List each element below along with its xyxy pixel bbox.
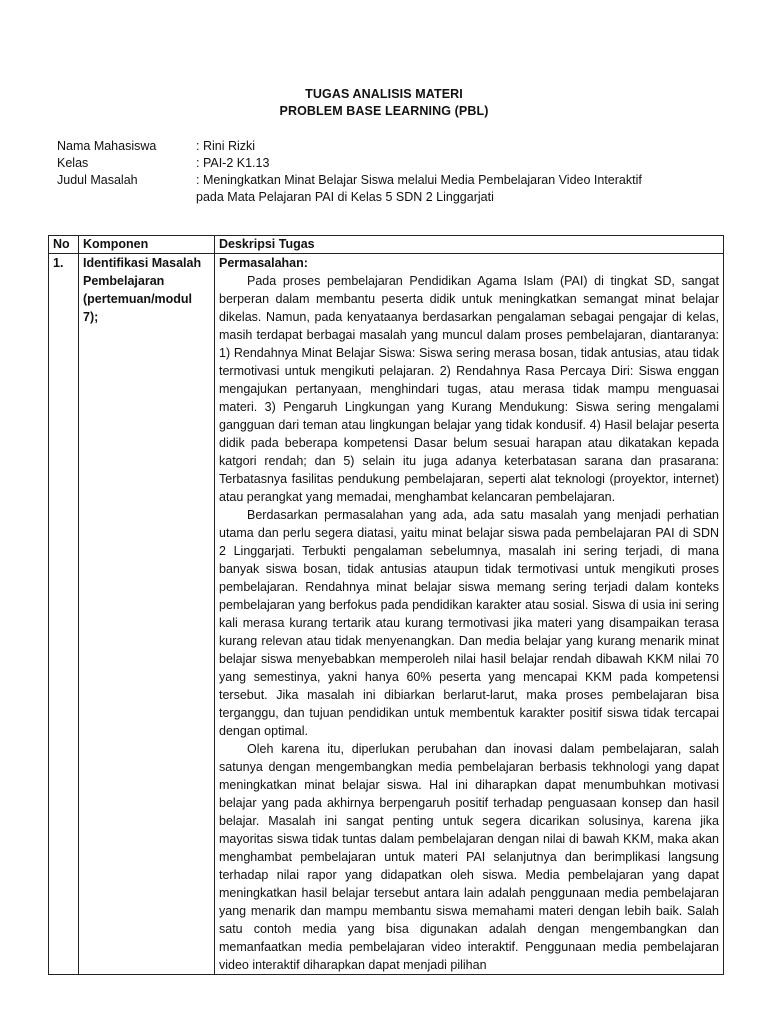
row-number: 1. <box>49 254 79 975</box>
info-value: pada Mata Pelajaran PAI di Kelas 5 SDN 2 Linggarjati <box>196 190 494 204</box>
info-value: : Rini Rizki <box>196 139 256 153</box>
document-subtitle: PROBLEM BASE LEARNING (PBL) <box>279 104 489 118</box>
info-label <box>57 189 196 206</box>
info-row-class <box>57 155 717 172</box>
student-info <box>57 138 717 206</box>
description-paragraph: Berdasarkan permasalahan yang ada, ada satu masalah yang menjadi perhatian utama dan perlu segera diatasi, yaitu minat belajar siswa pada pembelajaran PAI di SDN 2 Linggarjati. Terbukti pengalaman sebelumnya, masalah ini sering terjadi, di mana banyak siswa bosan, tidak antusias ataupun tidak termotivasi untuk mengikuti proses pembelajaran. Rendahnya minat belajar siswa memang sering terjadi dalam konteks pembelajaran yang berfokus pada pendidikan karakter atau sosial. Siswa di usia ini sering kali merasa kurang tertarik atau kurang termotivasi jika materi yang disampaikan terasa kurang relevan atau tidak menyenangkan. Dan media belajar yang kurang menarik minat belajar siswa menyebabkan memperoleh nilai hasil belajar rendah dibawah KKM nilai 70 yang semestinya, yakni hanya 60% peserta yang mencapai KKM pada kompetensi tersebut. Jika masalah ini dibiarkan berlarut-larut, maka proses pembelajaran bisa terganggu, dan tujuan pendidikan untuk membentuk karakter positif siswa tidak tercapai dengan optimal. <box>219 508 719 738</box>
info-value: : Meningkatkan Minat Belajar Siswa melalui Media Pembelajaran Video Interaktif <box>196 173 642 187</box>
table-header-row <box>49 236 724 254</box>
header-no: No <box>49 236 79 254</box>
component-cell: Identifikasi Masalah Pembelajaran (pertemuan/modul 7); <box>79 254 215 975</box>
info-row-title-continued <box>57 189 717 206</box>
task-table <box>48 235 724 975</box>
info-label: Kelas <box>57 156 89 170</box>
info-row-title <box>57 172 717 189</box>
document-title-block <box>0 86 768 120</box>
table-row <box>49 254 724 975</box>
document-title: TUGAS ANALISIS MATERI <box>305 87 463 101</box>
header-description: Deskripsi Tugas <box>215 236 724 254</box>
description-paragraph: Oleh karena itu, diperlukan perubahan dan inovasi dalam pembelajaran, salah satunya dengan mengembangkan media pembelajaran berbasis tekhnologi yang dapat meningkatkan minat belajar siswa. Hal ini diharapkan dapat menumbuhkan motivasi belajar yang pada akhirnya berpengaruh positif terhadap penguasaan konsep dan hasil belajar. Masalah ini sangat penting untuk segera dicarikan solusinya, karena jika mayoritas siswa tidak tuntas dalam pembelajaran dengan nilai di bawah KKM, maka akan menghambat pembelajaran untuk materi PAI selanjutnya dan berimplikasi langsung terhadap nilai rapor yang didapatkan oleh siswa. Media pembelajaran yang dapat meningkatkan hasil belajar tersebut antara lain adalah penggunaan media pembelajaran yang menarik dan mampu membantu siswa memahami materi dengan lebih baik. Salah satu contoh media yang bisa digunakan adalah dengan mengembangkan dan memanfaatkan media pembelajaran video interaktif. Penggunaan media pembelajaran video interaktif diharapkan dapat menjadi pilihan <box>219 742 719 972</box>
description-paragraph: Pada proses pembelajaran Pendidikan Agama Islam (PAI) di tingkat SD, sangat berperan dalam membantu peserta didik untuk meningkatkan semangat minat belajar dikelas. Namun, pada kenyataanya berdasarkan pengalaman sebagai pengajar di kelas, masih terdapat berbagai masalah yang muncul dalam proses pembelajaran, diantaranya: 1) Rendahnya Minat Belajar Siswa: Siswa sering merasa bosan, tidak antusias, atau tidak termotivasi untuk mengikuti pelajaran. 2) Rendahnya Rasa Percaya Diri: Siswa enggan mengajukan pertanyaan, menghindari tugas, atau merasa tidak mampu menguasai materi. 3) Pengaruh Lingkungan yang Kurang Mendukung: Siswa sering mengalami gangguan dari teman atau lingkungan belajar yang tidak kondusif. 4) Hasil belajar peserta didik pada beberapa kompetensi Dasar belum sesuai harapan atau dikatakan kepada katgori rendah; dan 5) selain itu juga adanya keterbatasan sarana dan prasarana: Terbatasnya fasilitas pendukung pembelajaran, seperti alat teknologi (proyektor, internet) atau perangkat yang memadai, menghambat kelancaran pembelajaran. <box>219 274 719 504</box>
info-row-name <box>57 138 717 155</box>
header-component: Komponen <box>79 236 215 254</box>
info-label: Judul Masalah <box>57 173 138 187</box>
info-label: Nama Mahasiswa <box>57 139 157 153</box>
description-cell <box>215 254 724 975</box>
description-heading: Permasalahan: <box>219 256 308 270</box>
info-value: : PAI-2 K1.13 <box>196 156 270 170</box>
